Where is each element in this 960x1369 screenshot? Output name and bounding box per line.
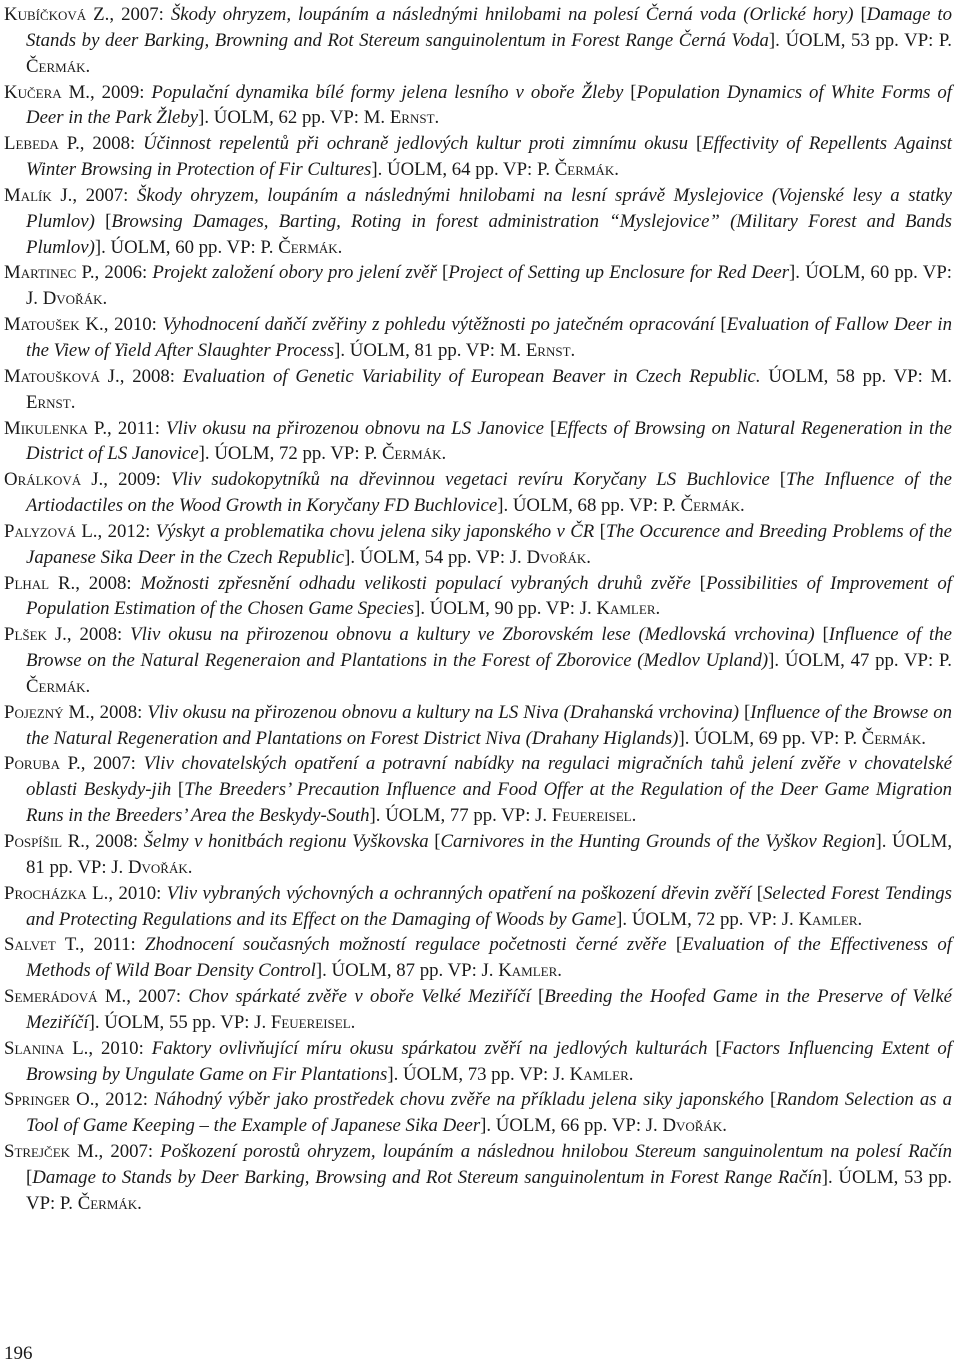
bibliography-entry: Plšek J., 2008: Vliv okusu na přirozenou obnovu a kultury ve Zborovském lese (Medlovská vrchovina) [Influence of the Browse on the Natural Regeneraion and Plantations in the Forest of Zborovice (Medlov Upland)]. ÚOLM, 47 pp. VP: P. Čermák.	[4, 624, 952, 697]
entry-year: 2010	[114, 314, 152, 336]
bibliography-entry: Salvet T., 2011: Zhodnocení současných možností regulace početnosti černé zvěře [Evaluation of the Effectiveness of Methods of Wild Boar Density Control]. ÚOLM, 87 pp. VP: J. Kamler.	[4, 934, 953, 982]
entry-title-czech: Faktory ovlivňující míru okusu spárkatou zvěří na jedlových kulturách	[151, 1037, 708, 1059]
entry-supervisor-name: Dvořák.	[127, 856, 193, 878]
entry-supervisor-name: Čermák.	[278, 236, 343, 258]
bibliography-entry: Lebeda P., 2008: Účinnost repelentů při ochraně jedlových kultur proti zimnímu okusu [Effectivity of Repellents Against Winter Browsing in Protection of Fir Cultures]. ÚOLM, 64 pp. VP: P. Čermák.	[4, 133, 953, 181]
entry-author: Kubíčková Z.	[4, 4, 110, 25]
entry-author: Pospíšil R.	[4, 831, 85, 852]
entry-title-czech: Šelmy v honitbách regionu Vyškovska	[143, 831, 429, 852]
entry-supervisor-name: Feuereisel.	[551, 805, 637, 827]
entry-supervisor-prefix: VP: J.	[26, 262, 952, 310]
entry-author: Pojezný M.	[4, 701, 90, 723]
entry-supervisor-name: Čermák.	[382, 443, 447, 465]
entry-supervisor-prefix: VP: P.	[628, 495, 676, 517]
bibliography-entry: Palyzová L., 2012: Výskyt a problematika chovu jelena siky japonského v ČR [The Occurence and Breeding Problems of the Japanese Sika Deer in the Czech Republic]. ÚOLM, 54 pp. VP: J. Dvořák.	[4, 520, 952, 568]
entry-title-czech: Projekt založení obory pro jelení zvěř	[152, 262, 437, 284]
entry-supervisor-name: Dvořák.	[662, 1115, 727, 1137]
entry-supervisor-name: Dvořák.	[526, 546, 591, 568]
entry-pages: ÚOLM, 64 pp.	[387, 159, 499, 181]
entry-year: 2009	[101, 81, 140, 103]
entry-supervisor-prefix: VP: P.	[903, 650, 952, 672]
entry-supervisor-prefix: VP: J.	[447, 960, 494, 982]
entry-year: 2008	[132, 365, 170, 387]
entry-author: Springer O.	[4, 1089, 95, 1111]
entry-title-czech: Náhodný výběr jako prostředek chovu zvěře na příkladu jelena siky japonského	[154, 1089, 764, 1111]
entry-title-czech: Vliv sudokopytníků na dřevinnou vegetaci revíru Koryčany LS Buchlovice	[170, 469, 770, 491]
entry-title-english: Breeding the Hoofed Game in the Preserve of Velké Meziříčí	[26, 986, 953, 1033]
entry-year: 2008	[95, 831, 133, 852]
entry-author: Lebeda P.	[4, 133, 80, 155]
entry-title-english: Effects of Browsing on Natural Regeneration in the District of LS Janovice	[26, 417, 952, 465]
entry-pages: ÚOLM, 90 pp.	[429, 598, 542, 620]
entry-title-czech: Populační dynamika bílé formy jelena lesního v oboře Žleby	[151, 81, 624, 103]
entry-author: Malík J.	[4, 184, 73, 206]
entry-title-czech: Vliv okusu na přirozenou obnovu a kultury na LS Niva (Drahanská vrchovina)	[147, 701, 739, 723]
entry-title-english: Influence of the Browse on the Natural Regeneration and Plantations on Forest District Niva (Drahany Higlands)	[26, 701, 952, 749]
entry-year: 2008	[99, 701, 138, 723]
entry-supervisor-name: Dvořák.	[42, 288, 108, 310]
entry-supervisor-prefix: VP: P.	[810, 727, 858, 749]
entry-title-czech: Poškození porostů ohryzem, loupáním a následnou hnilobou Stereum sanguinolentum na polesí Račín	[160, 1141, 952, 1163]
entry-supervisor-prefix: VP: M.	[329, 107, 386, 129]
entry-title-czech: Vliv okusu na přirozenou obnovu a kultury ve Zborovském lese (Medlovská vrchovina)	[130, 624, 815, 646]
entry-title-czech: Evaluation of Genetic Variability of European Beaver in Czech Republic.	[182, 365, 761, 387]
entry-year: 2007	[138, 986, 176, 1008]
entry-year: 2007	[121, 4, 159, 25]
entry-title-english: The Influence of the Artiodactiles on the Wood Growth in Koryčany FD Buchlovice	[26, 469, 952, 517]
entry-supervisor-prefix: VP: P.	[330, 443, 378, 465]
entry-author: Plhal R.	[4, 572, 76, 594]
entry-title-czech: Vliv okusu na přirozenou obnovu na LS Janovice	[166, 417, 544, 439]
entry-supervisor-prefix: VP: M.	[893, 365, 953, 387]
bibliography-entry: Semerádová M., 2007: Chov spárkaté zvěře v oboře Velké Meziříčí [Breeding the Hoofed Game in the Preserve of Velké Meziříčí]. ÚOLM, 55 pp. VP: J. Feuereisel.	[4, 986, 953, 1033]
entry-title-czech: Vliv vybraných výchovných a ochranných opatření na poškození dřevin zvěří	[166, 882, 752, 904]
entry-year: 2007	[93, 753, 131, 775]
bibliography-entry: Kubíčková Z., 2007: Škody ohryzem, loupáním a následnými hnilobami na polesí Černá voda (Orlické hory) [Damage to Stands by deer Barking, Browning and Rot Stereum sanguinolentum in Forest Range Černá Voda]. ÚOLM, 53 pp. VP: P. Čermák.	[4, 4, 953, 77]
entry-pages: ÚOLM, 72 pp.	[214, 443, 326, 465]
entry-title-czech: Vliv chovatelských opatření a potravní nabídky na regulaci migračních tahů jelení zvěře v chovatelské oblasti Beskydy-jih	[26, 753, 953, 801]
entry-pages: ÚOLM, 73 pp.	[403, 1063, 515, 1085]
entry-supervisor-name: Kamler.	[498, 960, 562, 982]
entry-supervisor-name: Ernst.	[389, 107, 440, 129]
entry-title-czech: Škody ohryzem, loupáním a následnými hnilobami na lesní správě Myslejovice (Vojenské lesy a statky Plumlov)	[26, 184, 952, 232]
entry-author: Procházka L.	[4, 882, 109, 904]
page-number: 196	[4, 1343, 33, 1364]
entry-title-czech: Výskyt a problematika chovu jelena siky japonského v ČR	[155, 520, 595, 542]
entry-supervisor-prefix: VP: P.	[904, 29, 952, 51]
entry-pages: ÚOLM, 60 pp.	[805, 262, 918, 284]
entry-author: Orálková J.	[4, 469, 104, 491]
entry-supervisor-prefix: VP: J.	[747, 908, 794, 930]
entry-author: Matoušek K.	[4, 314, 104, 336]
entry-pages: ÚOLM, 62 pp.	[213, 107, 326, 129]
entry-supervisor-prefix: VP: P.	[26, 1192, 73, 1214]
bibliography-entry: Strejček M., 2007: Poškození porostů ohryzem, loupáním a následnou hnilobou Stereum sanguinolentum na polesí Račín [Damage to Stands by Deer Barking, Browsing and Rot Stereum sanguinolentum in Forest Range Račín]. ÚOLM, 53 pp. VP: P. Čermák.	[4, 1141, 952, 1214]
entry-title-english: Carnivores in the Hunting Grounds of the Vyškov Region	[440, 831, 876, 852]
bibliography-entry: Mikulenka P., 2011: Vliv okusu na přirozenou obnovu na LS Janovice [Effects of Browsing on Natural Regeneration in the District of LS Janovice]. ÚOLM, 72 pp. VP: P. Čermák.	[4, 417, 952, 465]
bibliography-entry: Pospíšil R., 2008: Šelmy v honitbách regionu Vyškovska [Carnivores in the Hunting Grounds of the Vyškov Region]. ÚOLM, 81 pp. VP: J. Dvořák.	[4, 831, 953, 878]
bibliography-page	[4, 2, 952, 1369]
entry-supervisor-name: Čermák.	[26, 55, 91, 77]
entry-supervisor-prefix: VP: J.	[611, 1115, 658, 1137]
entry-year: 2010	[118, 882, 157, 904]
entry-pages: ÚOLM, 69 pp.	[694, 727, 806, 749]
entry-pages: ÚOLM, 53 pp.	[838, 1166, 952, 1188]
entry-author: Poruba P.	[4, 753, 81, 775]
entry-year: 2007	[85, 184, 124, 206]
entry-author: Martinec P.	[4, 262, 95, 284]
entry-pages: ÚOLM, 53 pp.	[785, 29, 899, 51]
entry-title-czech: Možnosti zpřesnění odhadu velikosti populací vybraných druhů zvěře	[140, 572, 691, 594]
entry-pages: ÚOLM, 87 pp.	[331, 960, 444, 982]
entry-title-czech: Chov spárkaté zvěře v oboře Velké Meziříčí	[188, 986, 531, 1008]
entry-supervisor-name: Čermák.	[26, 675, 91, 697]
bibliography-entry: Orálková J., 2009: Vliv sudokopytníků na dřevinnou vegetaci revíru Koryčany LS Buchlovice [The Influence of the Artiodactiles on the Wood Growth in Koryčany FD Buchlovice]. ÚOLM, 68 pp. VP: P. Čermák.	[4, 469, 952, 517]
entry-title-english: Random Selection as a Tool of Game Keeping – the Example of Japanese Sika Deer	[26, 1089, 953, 1137]
entry-author: Plšek J.	[4, 624, 67, 646]
entry-pages: ÚOLM, 81 pp.	[26, 831, 953, 878]
bibliography-entry: Malík J., 2007: Škody ohryzem, loupáním a následnými hnilobami na lesní správě Myslejovice (Vojenské lesy a statky Plumlov) [Browsing Damages, Barting, Roting in forest administration “Myslejovice” (Military Forest and Bands Plumlov)]. ÚOLM, 60 pp. VP: P. Čermák.	[4, 184, 952, 258]
entry-pages: ÚOLM, 81 pp.	[349, 339, 462, 361]
entry-supervisor-prefix: VP: M.	[465, 339, 522, 361]
entry-title-czech: Škody ohryzem, loupáním a následnými hnilobami na polesí Černá voda (Orlické hory)	[170, 4, 854, 25]
bibliography-entry: Matoušek K., 2010: Vyhodnocení daňčí zvěřiny z pohledu výtěžnosti po jatečném opracování [Evaluation of Fallow Deer in the View of Yield After Slaughter Process]. ÚOLM, 81 pp. VP: M. Ernst.	[4, 314, 952, 361]
bibliography-entry: Martinec P., 2006: Projekt založení obory pro jelení zvěř [Project of Setting up Enclosure for Red Deer]. ÚOLM, 60 pp. VP: J. Dvořák.	[4, 262, 952, 310]
entry-supervisor-name: Čermák.	[680, 495, 745, 517]
entry-pages: ÚOLM, 66 pp.	[495, 1115, 608, 1137]
entry-pages: ÚOLM, 60 pp.	[110, 236, 223, 258]
entry-pages: ÚOLM, 47 pp.	[784, 650, 899, 672]
entry-supervisor-name: Kamler.	[569, 1063, 634, 1085]
entry-supervisor-name: Ernst.	[525, 339, 576, 361]
entry-title-english: Influence of the Browse on the Natural Regeneraion and Plantations in the Forest of Zborovice (Medlov Upland)	[26, 624, 952, 672]
entry-year: 2008	[79, 624, 117, 646]
bibliography-entry: Plhal R., 2008: Možnosti zpřesnění odhadu velikosti populací vybraných druhů zvěře [Possibilities of Improvement of Population Estimation of the Chosen Game Species]. ÚOLM, 90 pp. VP: J. Kamler.	[4, 572, 952, 620]
entry-pages: ÚOLM, 58 pp.	[768, 365, 887, 387]
entry-author: Strejček M.	[4, 1141, 99, 1163]
entry-title-english: The Breeders’ Precaution Influence and Food Offer at the Regulation of the Deer Game Migration Runs in the Breeders’ Area the Beskydy-South	[26, 779, 952, 827]
entry-year: 2008	[88, 572, 127, 594]
entry-supervisor-prefix: VP: J.	[545, 598, 592, 620]
entry-year: 2006	[104, 262, 142, 284]
entry-supervisor-prefix: VP: J.	[501, 805, 548, 827]
entry-title-english: The Occurence and Breeding Problems of the Japanese Sika Deer in the Czech Republic	[26, 520, 952, 568]
entry-title-czech: Zhodnocení současných možností regulace početnosti černé zvěře	[145, 934, 667, 956]
bibliography-entry: Slanina L., 2010: Faktory ovlivňující míru okusu spárkatou zvěří na jedlových kulturách [Factors Influencing Extent of Browsing by Ungulate Game on Fir Plantations]. ÚOLM, 73 pp. VP: J. Kamler.	[4, 1037, 953, 1085]
bibliography-entry: Springer O., 2012: Náhodný výběr jako prostředek chovu zvěře na příkladu jelena siky japonského [Random Selection as a Tool of Game Keeping – the Example of Japanese Sika Deer]. ÚOLM, 66 pp. VP: J. Dvořák.	[4, 1089, 953, 1137]
bibliography-entry: Matoušková J., 2008: Evaluation of Genetic Variability of European Beaver in Czech Republic. ÚOLM, 58 pp. VP: M. Ernst.	[4, 365, 953, 413]
entry-title-english: Effectivity of Repellents Against Winter Browsing in Protection of Fir Cultures	[26, 133, 953, 181]
entry-pages: ÚOLM, 72 pp.	[631, 908, 744, 930]
entry-title-english: Factors Influencing Extent of Browsing by Ungulate Game on Fir Plantations	[26, 1037, 953, 1085]
entry-title-english: Selected Forest Tendings and Protecting Regulations and its Effect on the Damaging of Woods by Game	[26, 882, 952, 930]
entry-year: 2008	[92, 133, 130, 155]
entry-title-czech: Vyhodnocení daňčí zvěřiny z pohledu výtěžnosti po jatečném opracování	[162, 314, 715, 336]
entry-supervisor-prefix: VP: J.	[220, 1011, 267, 1033]
entry-title-english: Evaluation of Fallow Deer in the View of Yield After Slaughter Process	[26, 314, 952, 361]
entry-author: Palyzová L.	[4, 520, 98, 542]
entry-pages: ÚOLM, 55 pp.	[104, 1011, 216, 1033]
entry-supervisor-name: Kamler.	[596, 598, 661, 620]
entry-title-english: Population Dynamics of White Forms of Deer in the Park Žleby	[26, 81, 953, 129]
entry-supervisor-name: Čermák.	[554, 159, 619, 181]
entry-author: Salvet T.	[4, 934, 80, 956]
entry-pages: ÚOLM, 68 pp.	[512, 495, 625, 517]
entry-pages: ÚOLM, 77 pp.	[385, 805, 497, 827]
entry-year: 2012	[105, 1089, 143, 1111]
bibliography-entry: Pojezný M., 2008: Vliv okusu na přirozenou obnovu a kultury na LS Niva (Drahanská vrchovina) [Influence of the Browse on the Natural Regeneration and Plantations on Forest District Niva (Drahany Higlands)]. ÚOLM, 69 pp. VP: P. Čermák.	[4, 701, 952, 749]
entry-year: 2007	[110, 1141, 148, 1163]
bibliography-entry: Procházka L., 2010: Vliv vybraných výchovných a ochranných opatření na poškození dřevin zvěří [Selected Forest Tendings and Protecting Regulations and its Effect on the Damaging of Woods by Game]. ÚOLM, 72 pp. VP: J. Kamler.	[4, 882, 952, 930]
entry-supervisor-prefix: VP: J.	[519, 1063, 565, 1085]
entry-title-czech: Účinnost repelentů při ochraně jedlových kultur proti zimnímu okusu	[143, 133, 689, 155]
entry-supervisor-name: Feuereisel.	[270, 1011, 356, 1033]
bibliography-entry: Kučera M., 2009: Populační dynamika bílé formy jelena lesního v oboře Žleby [Population Dynamics of White Forms of Deer in the Park Žleby]. ÚOLM, 62 pp. VP: M. Ernst.	[4, 81, 953, 129]
entry-year: 2009	[118, 469, 156, 491]
entry-author: Semerádová M.	[4, 986, 127, 1008]
entry-year: 2011	[117, 417, 155, 439]
entry-supervisor-prefix: VP: J.	[77, 856, 124, 878]
entry-supervisor-name: Čermák.	[77, 1192, 142, 1214]
entry-title-english: Browsing Damages, Barting, Roting in forest administration “Myslejovice” (Military Forest and Bands Plumlov)	[26, 210, 952, 258]
entry-supervisor-prefix: VP: J.	[475, 546, 522, 568]
bibliography-entry: Poruba P., 2007: Vliv chovatelských opatření a potravní nabídky na regulaci migračních tahů jelení zvěře v chovatelské oblasti Beskydy-jih [The Breeders’ Precaution Influence and Food Offer at the Regulation of the Deer Game Migration Runs in the Breeders’ Area the Beskydy-South]. ÚOLM, 77 pp. VP: J. Feuereisel.	[4, 753, 953, 827]
entry-author: Kučera M.	[4, 81, 90, 103]
entry-title-english: Evaluation of the Effectiveness of Methods of Wild Boar Density Control	[26, 934, 953, 982]
entry-title-english: Possibilities of Improvement of Population Estimation of the Chosen Game Species	[26, 572, 952, 620]
entry-author: Mikulenka P.	[4, 417, 108, 439]
entry-author: Slanina L.	[4, 1037, 89, 1059]
entry-supervisor-prefix: VP: P.	[226, 236, 274, 258]
entry-year: 2012	[107, 520, 146, 542]
entry-supervisor-name: Ernst.	[26, 391, 76, 413]
entry-title-english: Damage to Stands by deer Barking, Browning and Rot Stereum sanguinolentum in Forest Range Černá Voda	[26, 4, 953, 51]
entry-author: Matoušková J.	[4, 365, 120, 387]
entry-supervisor-name: Čermák.	[861, 727, 926, 749]
entry-supervisor-name: Kamler.	[798, 908, 863, 930]
entry-pages: ÚOLM, 54 pp.	[359, 546, 472, 568]
entry-title-english: Project of Setting up Enclosure for Red Deer	[448, 262, 790, 284]
entry-title-english: Damage to Stands by Deer Barking, Browsing and Rot Stereum sanguinolentum in Forest Range Račín	[32, 1166, 822, 1188]
entry-supervisor-prefix: VP: P.	[503, 159, 551, 181]
entry-year: 2010	[101, 1037, 139, 1059]
entry-year: 2011	[93, 934, 131, 956]
